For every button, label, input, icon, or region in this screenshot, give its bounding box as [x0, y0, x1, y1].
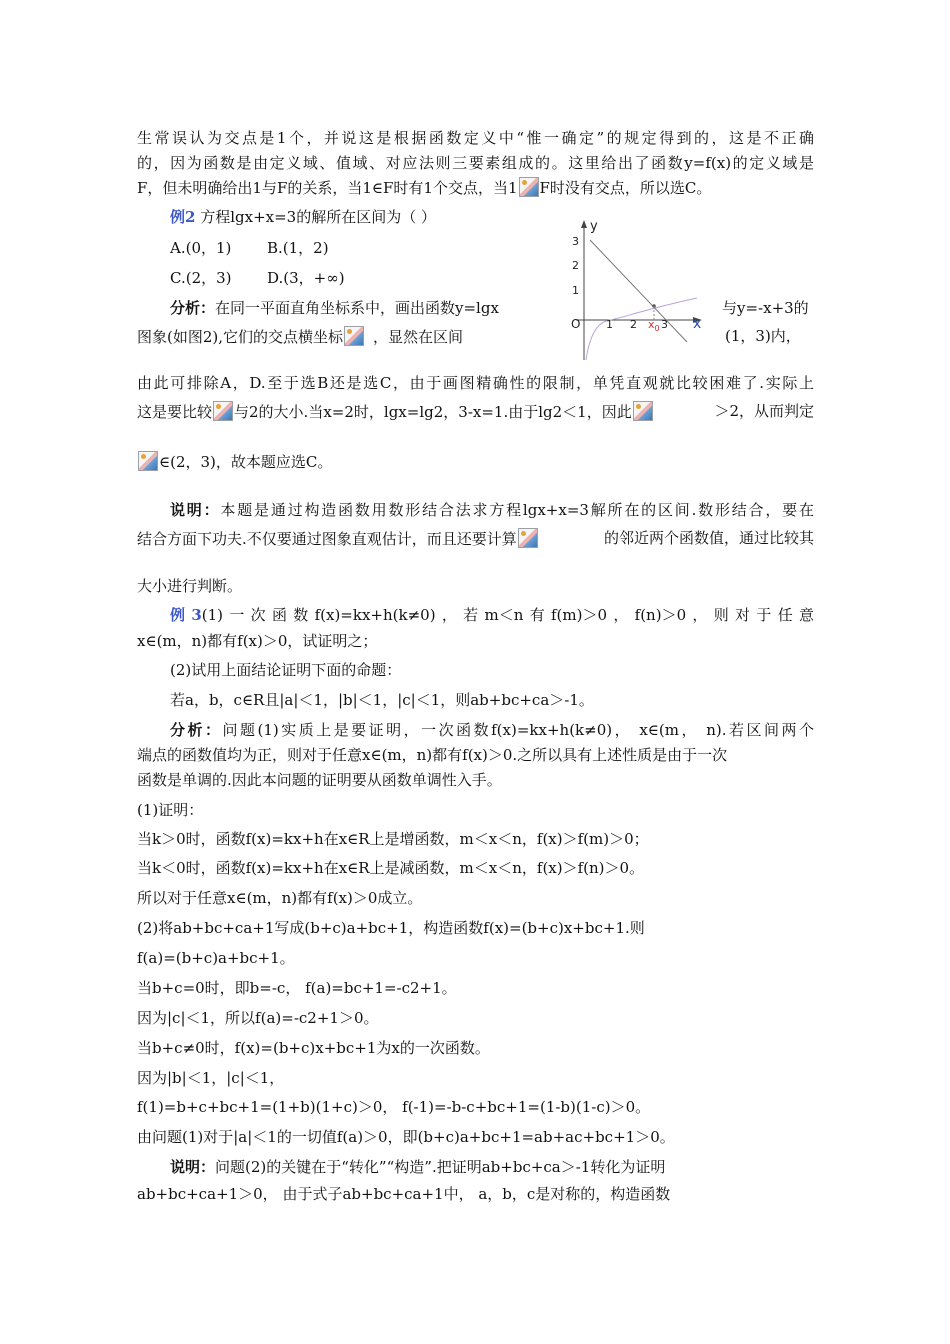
proof-line: (2)将ab+bc+ca+1写成(b+c)a+bc+1，构造函数f(x)=(b+c)x+bc+1.则 — [137, 919, 645, 937]
text-line: (2)试用上面结论证明下面的命题： — [170, 661, 402, 679]
text-segment: 这是要比较 与2的大小.当x=2时，lgx=lg2，3-x=1.由于lg2＜1，因此 — [137, 401, 654, 422]
proof-line: f(a)=(b+c)a+bc+1。 — [137, 949, 295, 967]
y-tick-label: 2 — [572, 259, 579, 272]
proof-line: 当k＜0时，函数f(x)=kx+h在x∈R上是减函数，m＜x＜n，f(x)＞f(n)＞0。 — [137, 859, 645, 877]
text-line — [137, 326, 553, 347]
text-line — [137, 177, 711, 198]
function-graph — [562, 218, 712, 366]
formula-image-icon — [518, 528, 538, 548]
text-segment: 在同一平面直角坐标系中，画出函数y=lgx — [215, 299, 499, 317]
proof-line: 由问题(1)对于|a|＜1的一切值f(a)＞0，即(b+c)a+bc+1=ab+ac+bc+1＞0。 — [137, 1128, 675, 1146]
x-tick-label: 3 — [661, 318, 668, 331]
text-segment: 本题是通过构造函数用数形结合法求方程lgx+x=3解所在的区间.数形结合，要在 — [220, 501, 814, 519]
formula-image-icon — [213, 401, 233, 421]
proof-line: 因为|c|＜1，所以f(a)=-c2+1＞0。 — [137, 1009, 379, 1027]
analysis-label: 分析： — [170, 721, 223, 739]
x0-label: $x_0$ — [648, 318, 660, 333]
option-d: D.(3，+∞) — [267, 269, 345, 287]
example-3-heading — [170, 605, 814, 625]
formula-image-icon — [138, 451, 158, 471]
analysis-line — [170, 720, 814, 740]
x-tick-label: 1 — [606, 318, 613, 331]
text-segment: (1)一次函数f(x)=kx+h(k≠0)，若m＜n有f(m)＞0，f(n)＞0，则对于任意 — [201, 606, 815, 624]
text-line: 函数是单调的.因此本问题的证明要从函数单调性入手。 — [137, 771, 502, 789]
text-line: 生常误认为交点是1个，并说这是根据函数定义中“惟一确定”的规定得到的，这是不正确 — [137, 129, 814, 147]
text-segment: 问题(1)实质上是要证明，一次函数f(x)=kx+h(k≠0)， x∈(m， n).若区间两个 — [222, 721, 814, 739]
text-segment: 问题(2)的关键在于“转化”“构造”.把证明ab+bc+ca＞-1转化为证明 — [215, 1158, 666, 1176]
y-axis-label: y — [590, 219, 598, 234]
text-line — [137, 401, 814, 422]
option-a: A.(0，1) — [170, 239, 232, 257]
text-segment: (1，3)内， — [725, 327, 801, 345]
text-line — [137, 451, 332, 472]
proof-line: 当k＞0时，函数f(x)=kx+h在x∈R上是增函数，m＜x＜n，f(x)＞f(m)＞0； — [137, 830, 649, 848]
y-axis — [581, 220, 587, 360]
text-line: 若a，b，c∈R且|a|＜1，|b|＜1，|c|＜1，则ab+bc+ca＞-1。 — [170, 691, 594, 709]
text-segment: F，但未明确给出1与F的关系，当1∈F时有1个交点，当1 — [137, 179, 518, 197]
formula-image-icon — [519, 177, 539, 197]
line-y-neg-x-plus-3 — [590, 240, 687, 342]
proof-line: (1)证明： — [137, 801, 204, 819]
proof-line: 所以对于任意x∈(m，n)都有f(x)＞0成立。 — [137, 889, 423, 907]
text-segment: F时没有交点，所以选C。 — [539, 179, 712, 197]
proof-line: f(1)=b+c+bc+1=(1+b)(1+c)＞0， f(-1)=-b-c+bc+1=(1-b)(1-c)＞0。 — [137, 1098, 651, 1116]
proof-line: 当b+c=0时，即b=-c， f(a)=bc+1=-c2+1。 — [137, 979, 457, 997]
note-label: 说明： — [170, 1158, 216, 1176]
formula-image-icon — [633, 401, 653, 421]
text-segment: 的邻近两个函数值，通过比较其 — [603, 529, 814, 547]
option-row — [170, 268, 345, 288]
text-line: x∈(m，n)都有f(x)＞0，试证明之； — [137, 632, 378, 650]
note-line — [170, 1157, 665, 1177]
text-line: 端点的函数值均为正，则对于任意x∈(m，n)都有f(x)＞0.之所以具有上述性质是由于一次 — [137, 746, 728, 764]
analysis-line — [170, 298, 499, 318]
proof-line: 因为|b|＜1，|c|＜1， — [137, 1069, 285, 1087]
y-tick-label: 1 — [572, 284, 579, 297]
formula-image-icon — [344, 326, 364, 346]
option-c: C.(2，3) — [170, 269, 232, 287]
text-segment: ，显然在区间 — [373, 328, 464, 346]
analysis-label: 分析： — [170, 299, 216, 317]
proof-line: 当b+c≠0时，f(x)=(b+c)x+bc+1为x的一次函数。 — [137, 1039, 490, 1057]
text-segment: ∈(2，3)，故本题应选C。 — [159, 453, 333, 471]
text-line: 的，因为函数是由定义域、值域、对应法则三要素组成的。这里给出了函数y=f(x)的定义域是 — [137, 154, 814, 172]
text-segment: ＞2，从而判定 — [714, 402, 814, 420]
text-line: 大小进行判断。 — [137, 577, 243, 595]
text-line: 由此可排除A，D.至于选B还是选C，由于画图精确性的限制，单凭直观就比较困难了.实际上 — [137, 374, 814, 392]
x-axis-label: x — [693, 316, 702, 332]
x-tick-label: 2 — [630, 318, 637, 331]
option-row — [170, 238, 329, 258]
text-segment: 图象(如图2),它们的交点横坐标 — [137, 328, 344, 346]
example-label: 例2 — [170, 208, 196, 226]
text-line — [137, 528, 814, 549]
text-segment: 与y=-x+3的 — [722, 299, 809, 317]
example-2-heading — [170, 207, 436, 227]
example-label: 例3 — [170, 606, 202, 624]
x-axis — [576, 317, 702, 323]
text-line: ab+bc+ca+1＞0， 由于式子ab+bc+ca+1中， a，b，c是对称的，构造函数 — [137, 1185, 671, 1203]
origin-label: O — [571, 317, 581, 331]
example-text: 方程lgx+x=3的解所在区间为（ ） — [200, 208, 436, 226]
log-curve — [586, 298, 697, 360]
note-label: 说明： — [170, 501, 221, 519]
text-segment: 结合方面下功夫.不仅要通过图象直观估计，而且还要计算 — [137, 528, 539, 549]
y-tick-label: 3 — [572, 235, 579, 248]
note-line — [170, 500, 814, 520]
option-b: B.(1，2) — [267, 239, 329, 257]
